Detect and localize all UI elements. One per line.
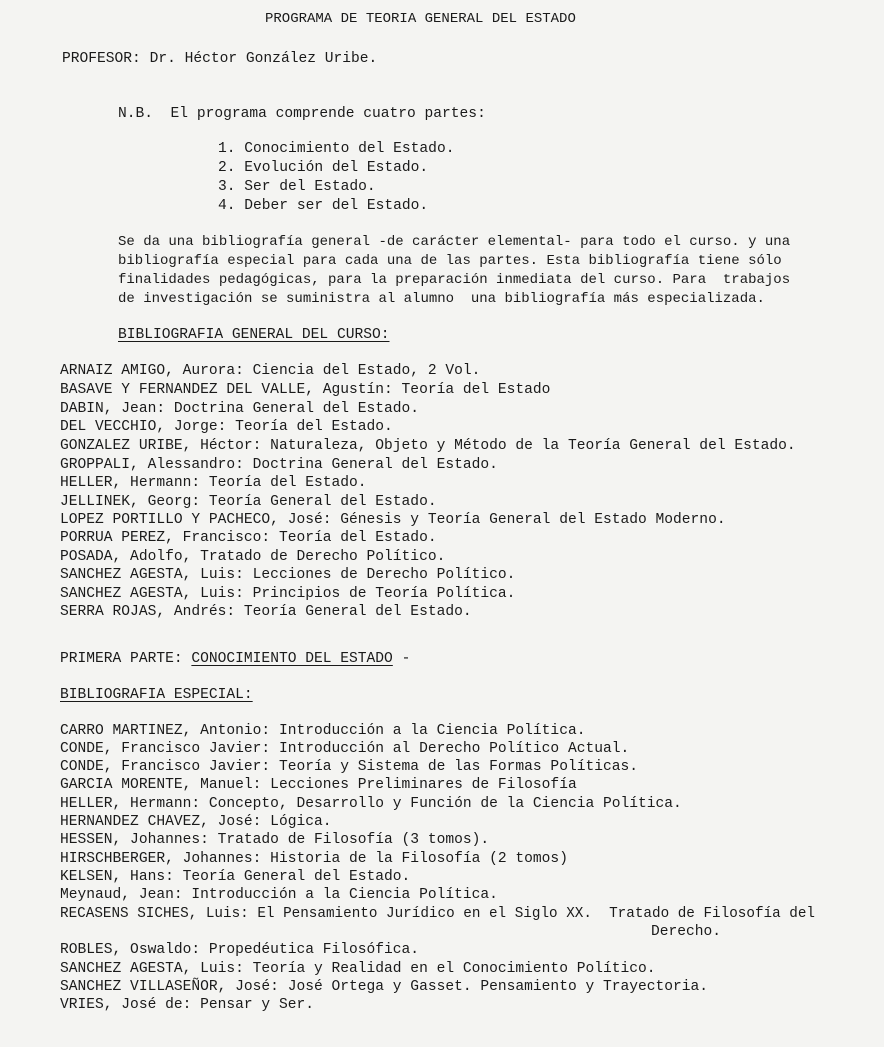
bib-entry: GONZALEZ URIBE, Héctor: Naturaleza, Objeto y Método de la Teoría General del Estado. [60, 438, 796, 454]
first-part-name: CONOCIMIENTO DEL ESTADO [191, 651, 393, 667]
bib-entry: LOPEZ PORTILLO Y PACHECO, José: Génesis y Teoría General del Estado Moderno. [60, 512, 726, 528]
bib-entry: POSADA, Adolfo, Tratado de Derecho Político. [60, 549, 446, 565]
bib-entry-continuation: Derecho. [651, 924, 722, 940]
paragraph-line: bibliografía especial para cada una de las partes. Esta bibliografía tiene sólo [118, 253, 782, 269]
bib-entry: PORRUA PEREZ, Francisco: Teoría del Estado. [60, 530, 437, 546]
bib-entry: SANCHEZ VILLASEÑOR, José: José Ortega y Gasset. Pensamiento y Trayectoria. [60, 979, 709, 995]
bib-entry: HELLER, Hermann: Teoría del Estado. [60, 475, 367, 491]
professor-line: PROFESOR: Dr. Héctor González Uribe. [62, 51, 378, 67]
bib-entry: JELLINEK, Georg: Teoría General del Estado. [60, 494, 437, 510]
bib-entry: GARCIA MORENTE, Manuel: Lecciones Preliminares de Filosofía [60, 777, 577, 793]
bib-entry: GROPPALI, Alessandro: Doctrina General del Estado. [60, 457, 498, 473]
paragraph-line: de investigación se suministra al alumno una bibliografía más especializada. [118, 291, 765, 307]
special-bibliography-heading: BIBLIOGRAFIA ESPECIAL: [60, 687, 253, 703]
nb-intro: N.B. El programa comprende cuatro partes: [118, 106, 486, 122]
bib-entry: HIRSCHBERGER, Johannes: Historia de la Filosofía (2 tomos) [60, 851, 568, 867]
bib-entry: HESSEN, Johannes: Tratado de Filosofía (3 tomos). [60, 832, 490, 848]
paragraph-line: finalidades pedagógicas, para la preparación inmediata del curso. Para trabajos [118, 272, 791, 288]
general-bibliography-heading: BIBLIOGRAFIA GENERAL DEL CURSO: [118, 327, 390, 343]
bib-entry: CONDE, Francisco Javier: Teoría y Sistema de las Formas Políticas. [60, 759, 639, 775]
first-part-prefix: PRIMERA PARTE: [60, 651, 192, 667]
first-part-suffix: - [392, 651, 411, 667]
bib-entry: BASAVE Y FERNANDEZ DEL VALLE, Agustín: Teoría del Estado [60, 382, 551, 398]
document-title: PROGRAMA DE TEORIA GENERAL DEL ESTADO [265, 11, 576, 27]
bib-entry: KELSEN, Hans: Teoría General del Estado. [60, 869, 411, 885]
bib-entry: RECASENS SICHES, Luis: El Pensamiento Jurídico en el Siglo XX. Tratado de Filosofía del [60, 906, 815, 922]
bib-entry: SERRA ROJAS, Andrés: Teoría General del Estado. [60, 604, 472, 620]
bib-entry: SANCHEZ AGESTA, Luis: Principios de Teoría Política. [60, 586, 516, 602]
part-item: 4. Deber ser del Estado. [218, 198, 429, 214]
bib-entry: CARRO MARTINEZ, Antonio: Introducción a la Ciencia Política. [60, 723, 586, 739]
bib-entry: Meynaud, Jean: Introducción a la Ciencia Política. [60, 887, 498, 903]
part-item: 3. Ser del Estado. [218, 179, 376, 195]
bib-entry: HELLER, Hermann: Concepto, Desarrollo y Función de la Ciencia Política. [60, 796, 682, 812]
bib-entry: VRIES, José de: Pensar y Ser. [60, 997, 314, 1013]
part-item: 2. Evolución del Estado. [218, 160, 429, 176]
bib-entry: ROBLES, Oswaldo: Propedéutica Filosófica. [60, 942, 420, 958]
bib-entry: SANCHEZ AGESTA, Luis: Teoría y Realidad en el Conocimiento Político. [60, 961, 656, 977]
bib-entry: DEL VECCHIO, Jorge: Teoría del Estado. [60, 419, 393, 435]
bib-entry: DABIN, Jean: Doctrina General del Estado. [60, 401, 420, 417]
paragraph-line: Se da una bibliografía general -de carácter elemental- para todo el curso. y una [118, 234, 791, 250]
bib-entry: CONDE, Francisco Javier: Introducción al Derecho Político Actual. [60, 741, 630, 757]
bib-entry: HERNANDEZ CHAVEZ, José: Lógica. [60, 814, 332, 830]
bib-entry: ARNAIZ AMIGO, Aurora: Ciencia del Estado, 2 Vol. [60, 363, 481, 379]
first-part-heading [60, 650, 410, 668]
part-item: 1. Conocimiento del Estado. [218, 141, 455, 157]
bib-entry: SANCHEZ AGESTA, Luis: Lecciones de Derecho Político. [60, 567, 516, 583]
